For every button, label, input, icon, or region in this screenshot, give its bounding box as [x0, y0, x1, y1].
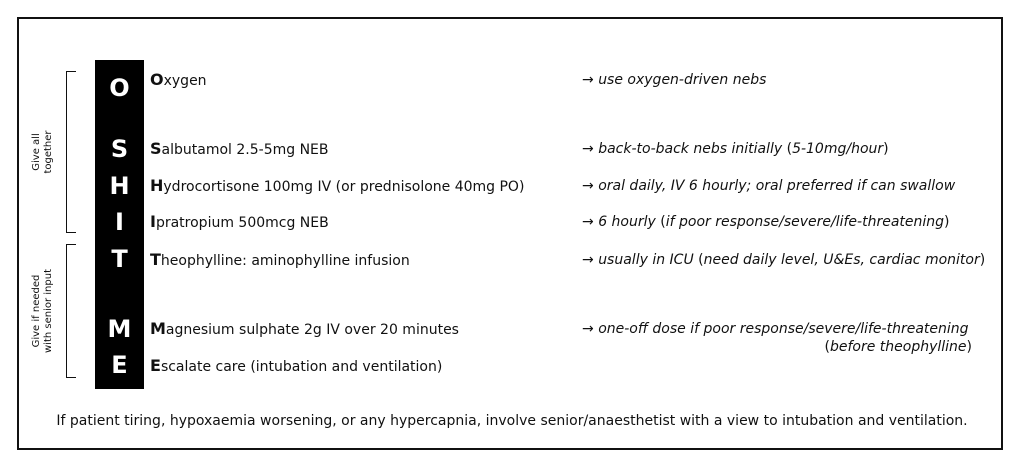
arrow-icon: → — [582, 321, 599, 337]
paren-close: ) — [883, 141, 889, 157]
row-text: agnesium sulphate 2g IV over 20 minutes — [165, 322, 459, 338]
label-give-together — [31, 130, 55, 173]
arrow-icon: → — [582, 141, 599, 157]
row-ipratropium — [150, 213, 329, 232]
row-salbutamol — [150, 140, 329, 159]
note-text-detail: need daily level, U&Es, cardiac monitor — [703, 252, 980, 268]
label-give-if-needed-line2: with senior input — [43, 268, 54, 354]
paren-open: ( — [660, 214, 666, 230]
note-text-detail: if poor response/severe/life-threatening — [665, 214, 945, 230]
arrow-icon: → — [582, 72, 599, 88]
paren-close: ) — [944, 214, 950, 230]
note-text: one-off dose if poor response/severe/life-threatening — [598, 321, 969, 337]
row-text: ydrocortisone 100mg IV (or prednisolone 40mg PO) — [163, 179, 525, 195]
row-escalate — [150, 357, 442, 376]
row-text: heophylline: aminophylline infusion — [160, 253, 410, 269]
note-oxygen — [582, 71, 766, 89]
footer-note: If patient tiring, hypoxaemia worsening, or any hypercapnia, involve senior/anaesthetist with a view to intubation and ventilation. — [56, 413, 968, 429]
label-give-if-needed — [31, 269, 55, 353]
note-text-detail: before theophylline — [829, 339, 967, 355]
note-text: use oxygen-driven nebs — [598, 72, 767, 88]
note-text: back-to-back nebs initially — [598, 141, 787, 157]
arrow-icon: → — [582, 178, 599, 194]
paren-open: ( — [786, 141, 793, 157]
bar-letter-t: T — [111, 245, 128, 273]
note-ipratropium — [582, 213, 950, 231]
row-initial: M — [150, 319, 166, 338]
row-initial: T — [150, 250, 161, 269]
paren-open: ( — [824, 339, 830, 355]
note-theophylline — [582, 251, 985, 269]
note-magnesium-line2 — [582, 338, 972, 356]
bar-letter-h: H — [109, 172, 130, 200]
note-text: 6 hourly — [598, 214, 661, 230]
label-give-together-line1: Give all — [31, 133, 42, 171]
row-text: xygen — [163, 73, 207, 89]
brace-give-if-needed — [66, 244, 76, 378]
paren-close: ) — [966, 339, 972, 355]
note-salbutamol — [582, 140, 889, 158]
row-theophylline — [150, 251, 410, 270]
row-text: scalate care (intubation and ventilation) — [160, 359, 443, 375]
row-initial: S — [150, 139, 162, 158]
row-magnesium — [150, 320, 459, 339]
arrow-icon: → — [582, 252, 599, 268]
row-oxygen — [150, 71, 207, 90]
label-give-if-needed-line1: Give if needed — [31, 274, 42, 348]
row-initial: H — [150, 176, 164, 195]
row-initial: O — [150, 70, 164, 89]
row-text: albutamol 2.5-5mg NEB — [161, 142, 329, 158]
bar-letter-i: I — [115, 208, 124, 236]
brace-give-together — [66, 71, 76, 233]
bar-letter-e: E — [111, 351, 128, 379]
note-magnesium — [582, 320, 969, 338]
bar-letter-m: M — [107, 315, 132, 343]
note-hydrocortisone — [582, 177, 955, 195]
bar-letter-o: O — [109, 74, 130, 102]
row-text: pratropium 500mcg NEB — [155, 215, 329, 231]
bar-letter-s: S — [110, 135, 129, 163]
label-give-together-line2: together — [43, 130, 54, 174]
row-initial: I — [150, 212, 156, 231]
row-initial: E — [150, 356, 161, 375]
arrow-icon: → — [582, 214, 599, 230]
note-text-detail: 5-10mg/hour — [792, 141, 884, 157]
paren-open: ( — [698, 252, 704, 268]
note-text: oral daily, IV 6 hourly; oral preferred if can swallow — [598, 178, 956, 194]
paren-close: ) — [979, 252, 986, 268]
row-hydrocortisone — [150, 177, 524, 196]
note-text: usually in ICU — [598, 252, 699, 268]
